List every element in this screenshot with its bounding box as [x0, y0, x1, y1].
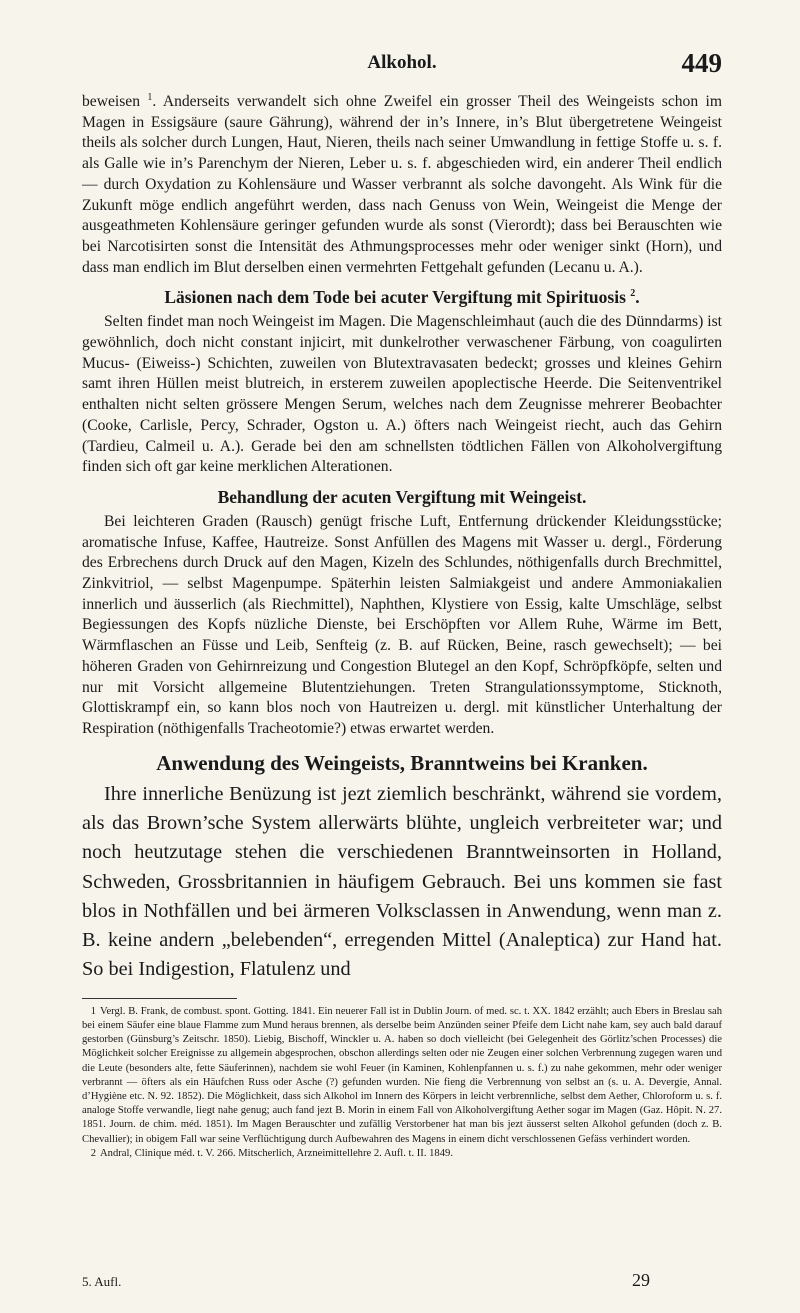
footnote-1-number: 1 [90, 1005, 96, 1017]
heading-lesions-text: Läsionen nach dem Tode bei acuter Vergiftung mit Spirituosis [164, 287, 631, 308]
footnote-1 [82, 1005, 722, 1147]
section-heading-application: Anwendung des Weingeists, Branntweins bei Kranken. [156, 750, 648, 775]
signature-line [82, 1270, 722, 1292]
paragraph-3: Bei leichteren Graden (Rausch) genügt frische Luft, Entfernung drückender Kleidungsstücke; aromatische Infuse, Kaffee, Hautreize. Sonst Anfüllen des Magens mit Wasser u. dergl., Förderung des Erbrechens durch Druck auf den Magen, Kizeln des Schlundes, nöthigenfalls durch Brechmittel, Zinkvitriol, — selbst Magenpumpe. Späterhin leisten Salmiakgeist und andere Ammoniakalien innerlich und äusserlich (als Riechmittel), Naphthen, Klystiere von Essig, kalte Umschläge, selbst Begiessungen des Kopfs nüzliche Dienste, bei Erschöpften vor Allem Ruhe, Wärme im Bett, Wärmflaschen an Füsse und Leib, Senfteig (z. B. auf Rücken, Beine, rasch gewechselt); — bei höheren Graden von Gehirnreizung und Congestion Blutegel an den Kopf, Schröpfköpfe, selten und nur mit Vorsicht allgemeine Blutentziehungen. Treten Strangulationssymptome, Sticknoth, Glottiskrampf ein, so kann blos noch von Hautreizen u. dergl. mit künstlicher Unterhaltung der Respiration (nöthigenfalls Tracheotomie?) etwas erwartet werden. [82, 512, 722, 737]
footnote-2-text: Andral, Clinique méd. t. V. 266. Mitscherlich, Arzneimittellehre 2. Aufl. t. II. 1849. [100, 1147, 453, 1159]
footnote-1-text: Vergl. B. Frank, de combust. spont. Gotting. 1841. Ein neuerer Fall ist in Dublin Journ. of med. sc. t. XX. 1842 erzählt; auch Ebers in Breslau sah bei einem Säufer eine blaue Flamme zum Mund heraus brennen, als derselbe beim Anzünden seiner Pfeife dem Licht nahe kam, sey auch bald darauf gestorben (Günsburg’s Zeitschr. 1850). Liebig, Bischoff, Winckler u. A. haben so doch vielleicht (bei Gelegenheit des Görlitz’schen Processes) die Möglichkeit solcher Ereignisse zu allgemein abgesprochen, obschon allerdings selten oder nie Zeugen einer solchen Verbrennung zugegen waren und die Leute (besonders alte, fette Säuferinnen), nachdem sie wohl Feuer (in Kaminen, Kohlenpfannen u. s. f.) zu nahe gekommen, mehr oder weniger verbrannt — öfters als ein Häufchen Russ oder Asche (?) gefunden wurden. Nie fieng die Verbrennung von selbst an (s. u. A. Devergie, Annal. d’Hygiène etc. N. 92. 1852). Die Möglichkeit, dass sich Alkohol im Innern des Körpers in leicht verbrennliche, selbst dem Aether, Chloroform u. s. f. analoge Stoffe verwandle, liegt nahe genug; auch fand jezt B. Morin in einem Fall von Alkoholvergiftung Aether sogar im Magen (Gaz. Hôpit. N. 27. 1851. Journ. de chim. méd. 1851). Im Magen Berauschter und zufällig Verstorbener hat man bis jezt äusserst selten Alkohol gefunden (doch z. B. Chevallier); in obigem Fall war seine Verflüchtigung durch Aufbewahren des Magens in einem dicht verschlossenen Gefäss verhindert worden. [82, 1005, 722, 1145]
paragraph-2: Selten findet man noch Weingeist im Magen. Die Magenschleimhaut (auch die des Dünndarms) ist gewöhnlich, doch nicht constant injicirt, mit dunkelrother verwaschener Färbung, von coagulirten Mucus- (Eiweiss-) Schichten, zuweilen von Blutextravasaten bedeckt; grosses und kleines Gehirn samt ihren Hüllen meist blutreich, in ersterem zuweilen apoplectische Heerde. Die Seitenventrikel enthalten nicht selten grössere Mengen Serum, welches nach dem Zeugnisse mehrerer Beobachter (Cooke, Carlisle, Percy, Schrader, Ogston u. A.) öfters nach Weingeist riecht, auch das Gehirn (Tardieu, Calmeil u. A.). Gerade bei den am schnellsten tödtlichen Fällen von Alkoholvergiftung finden sich oft gar keine merklichen Alterationen. [82, 313, 722, 476]
footnote-ref-1: 1 [147, 91, 153, 103]
footnote-ref-2: 2 [630, 288, 636, 300]
paragraph-4: Ihre innerliche Benüzung ist jezt ziemlich beschränkt, während sie vordem, als das Brown’sche System allerwärts blühte, ungleich verbreiteter war; und noch heutzutage stehen die verschiedenen Branntweinsorten in Holland, Schweden, Grossbritannien in häufigem Gebrauch. Bei uns kommen sie fast blos in Nothfällen und bei ärmeren Volksclassen in Anwendung, wenn man z. B. keine andern „belebenden“, erregenden Mittel (Analeptica) zur Hand hat. So bei Indigestion, Flatulenz und [82, 782, 722, 981]
running-head [82, 48, 722, 80]
section-heading-treatment: Behandlung der acuten Vergiftung mit Weingeist. [217, 486, 587, 507]
page-body [82, 92, 722, 1161]
paragraph-1-start: beweisen [82, 93, 148, 110]
heading-lesions-end: . [635, 287, 640, 308]
footnote-2-number: 2 [90, 1147, 96, 1159]
running-title: Alkohol. [367, 52, 437, 73]
footnote-2 [82, 1147, 722, 1161]
page-number: 449 [681, 48, 722, 78]
footnote-divider [82, 998, 237, 999]
sheet-number: 29 [632, 1270, 650, 1290]
paragraph-1 [82, 92, 722, 278]
edition-mark: 5. Aufl. [82, 1274, 122, 1289]
section-heading-lesions [82, 285, 722, 309]
paragraph-1-rest: . Anderseits verwandelt sich ohne Zweifel ein grosser Theil des Weingeists schon im Magen in Essigsäure (saure Gährung), während der in’s Innere, in’s Blut übergetretene Weingeist theils als solcher durch Lungen, Haut, Nieren, theils nach seiner Umwandlung in fettige Stoffe u. s. f. als Galle wie in’s Parenchym der Nieren, Leber u. s. f. abgeschieden wird, ein anderer Theil endlich — durch Oxydation zu Kohlensäure und Wasser verbrannt als solche davongeht. Als Wink für die Zukunft möge endlich angeführt werden, dass nach Genuss von Wein, Weingeist die Menge der ausgeathmeten Kohlensäure geringer gefunden wurde als sonst (Vierordt); dass bei Berauschten wie bei Narcotisirten sonst die Intensität des Athmungsprocesses mehr oder weniger sinkt (Horn), und dass man endlich im Blut derselben einen vermehrten Fettgehalt gefunden (Lecanu u. A.). [82, 93, 722, 276]
